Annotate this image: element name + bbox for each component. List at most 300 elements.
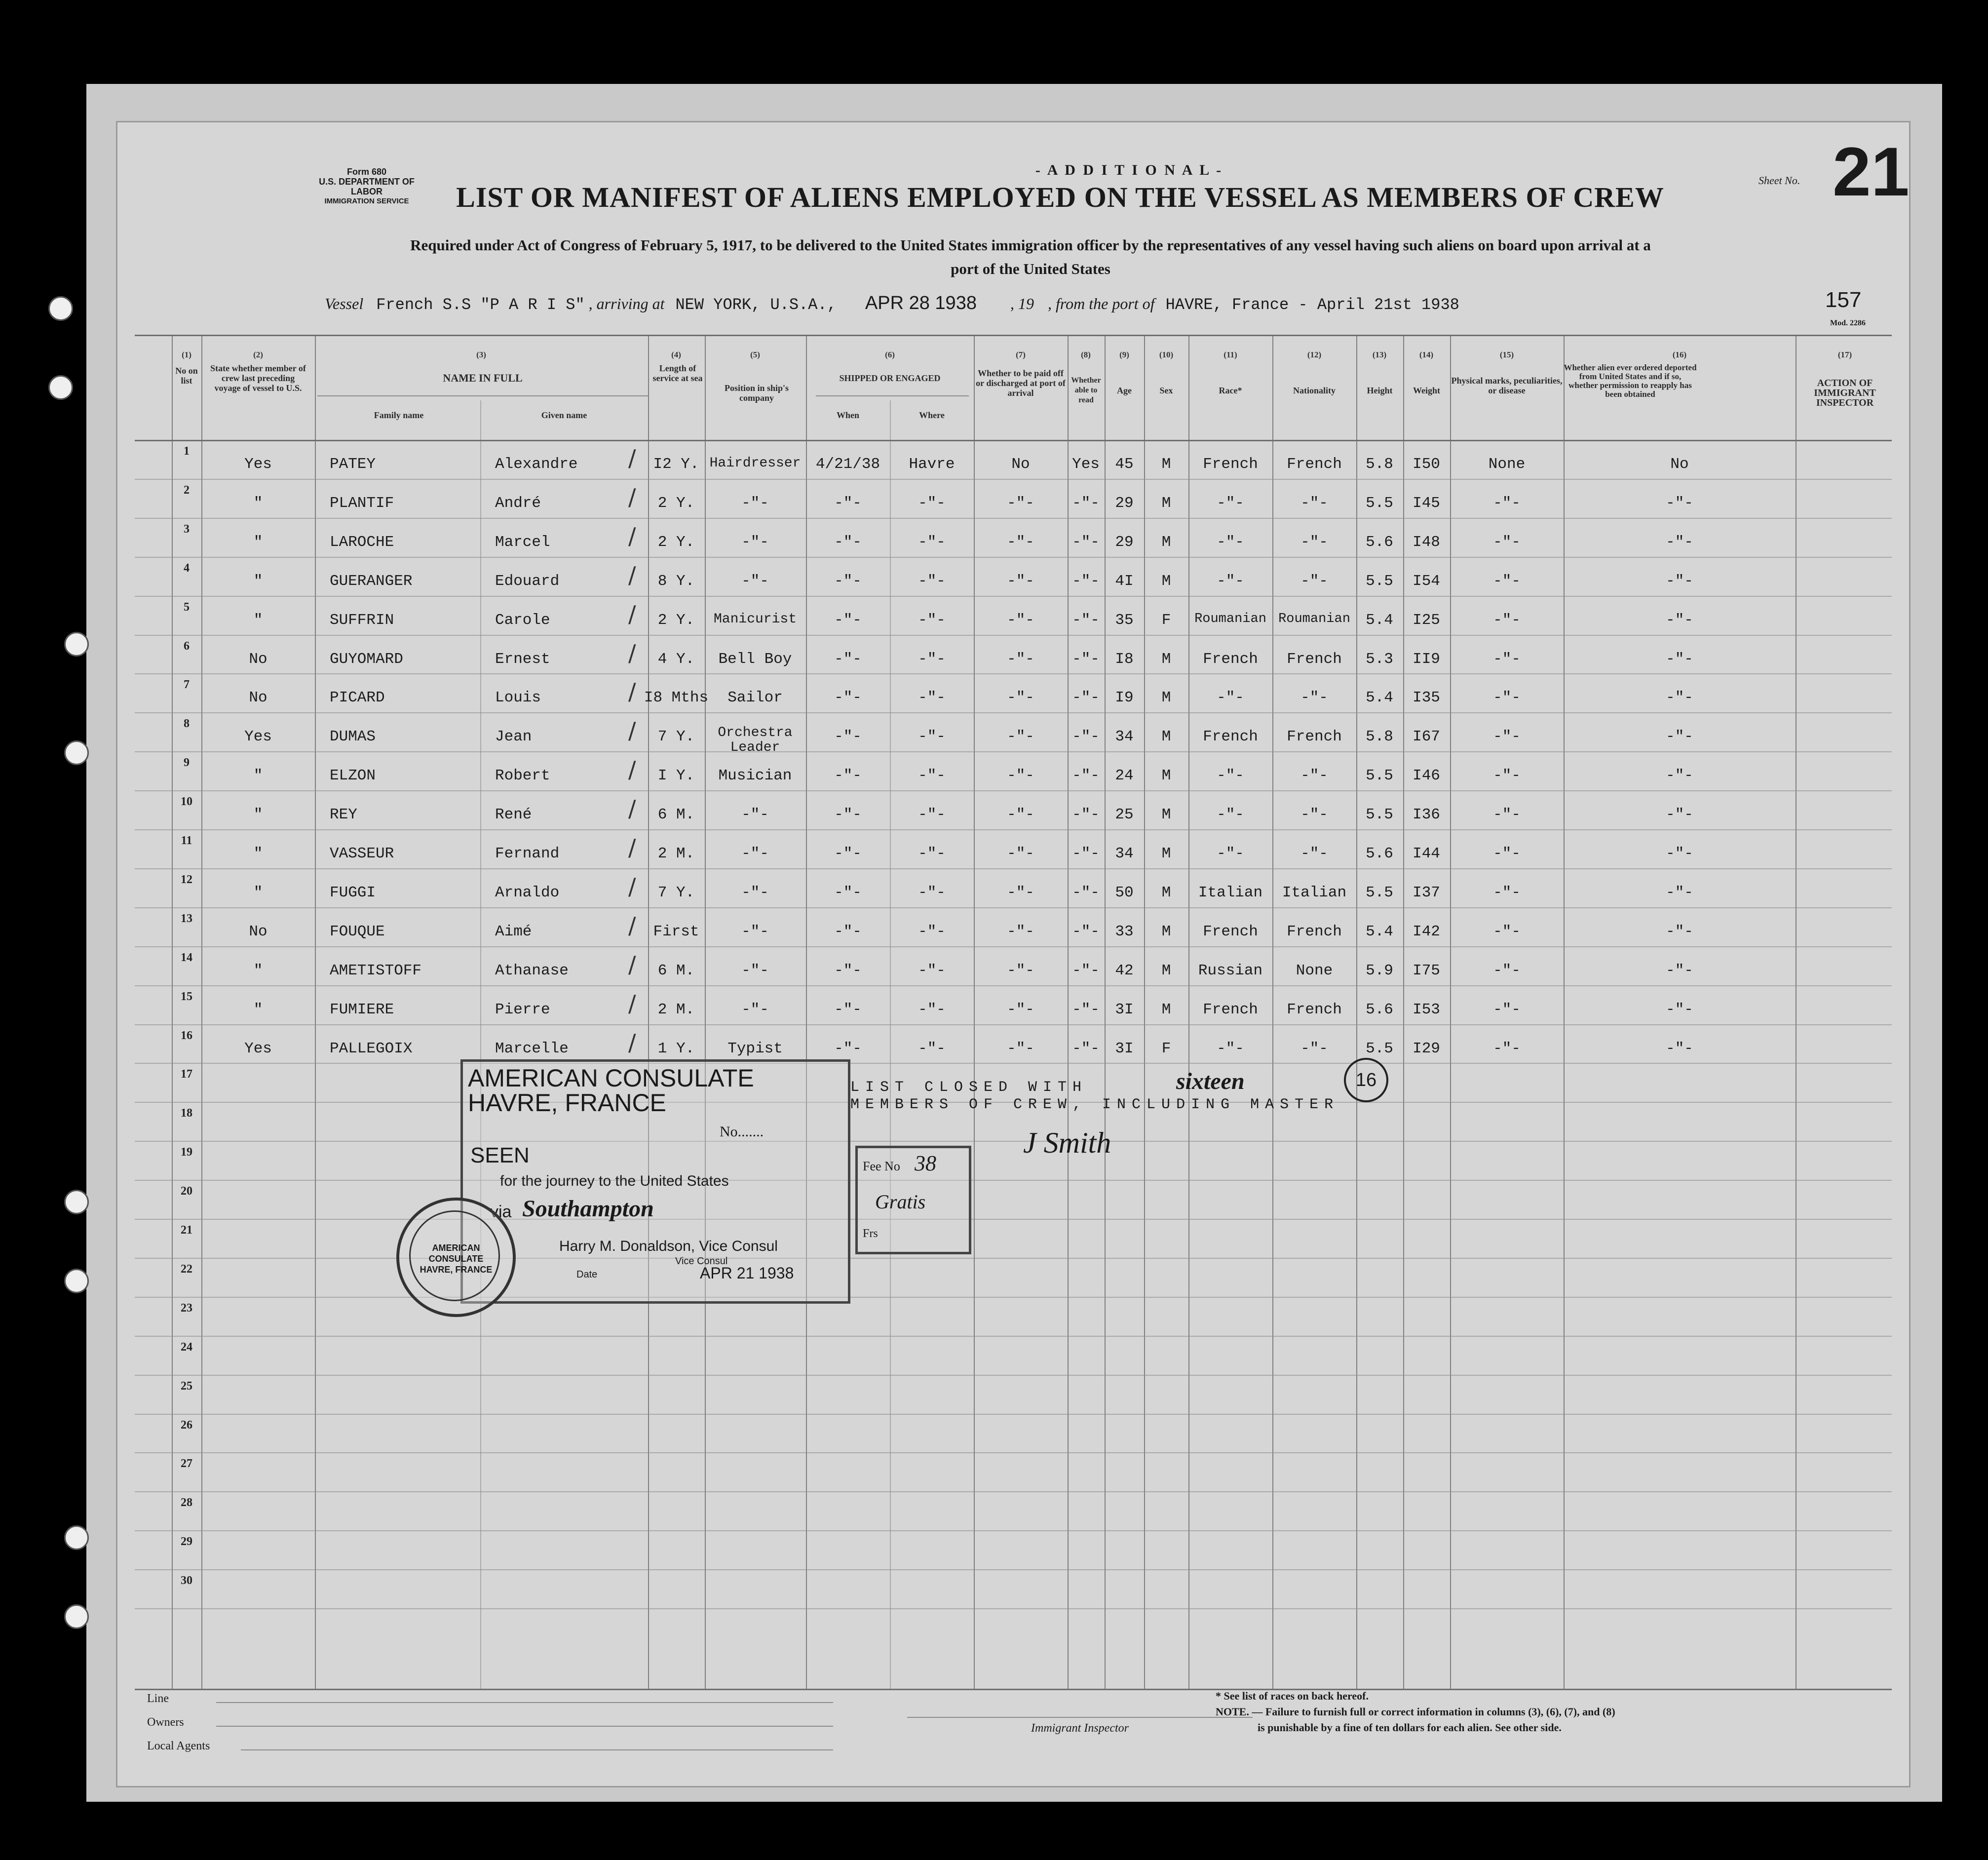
cell-when: -"- (834, 962, 862, 979)
cell-position: Hairdresser (709, 456, 801, 471)
cell-where: -"- (918, 495, 946, 512)
cell-marks: -"- (1493, 495, 1521, 512)
circled-count: 16 (1344, 1058, 1388, 1102)
cell-service: 2 Y. (657, 495, 695, 512)
cell-height: 5.5 (1366, 884, 1393, 901)
column-number: (17) (1837, 350, 1852, 359)
cell-family: ELZON (330, 767, 376, 784)
cell-where: -"- (918, 651, 946, 668)
cell-deported: -"- (1666, 806, 1693, 823)
row-number: 21 (181, 1224, 192, 1237)
cell-deported: -"- (1666, 534, 1693, 551)
check-mark-icon: / (628, 756, 636, 783)
cell-age: 3I (1115, 1001, 1134, 1018)
cell-height: 5.6 (1366, 845, 1393, 862)
cell-marks: -"- (1493, 767, 1521, 784)
check-mark-icon: / (628, 445, 636, 471)
column-number: (10) (1159, 350, 1174, 359)
row-rule (135, 946, 1892, 947)
cell-service: 2 M. (657, 845, 695, 862)
sheet-label: Sheet No. (1759, 174, 1800, 187)
cell-deported: No (1670, 456, 1689, 473)
cell-paid: -"- (1007, 689, 1034, 706)
cell-position: -"- (741, 1001, 769, 1018)
sub-column-rule (480, 400, 481, 1689)
cell-paid: -"- (1007, 845, 1034, 862)
row-number: 22 (181, 1263, 192, 1276)
seen-label: SEEN (470, 1143, 530, 1167)
column-number: (5) (750, 350, 760, 359)
row-number: 11 (181, 834, 192, 847)
cell-paid: No (1011, 456, 1030, 473)
cell-where: -"- (918, 806, 946, 823)
check-mark-icon: / (628, 795, 636, 822)
check-mark-icon: / (628, 601, 636, 627)
footer-owners-rule (216, 1726, 833, 1727)
row-rule (135, 1024, 1892, 1025)
cell-position: -"- (741, 806, 769, 823)
from-port: HAVRE, France - April 21st 1938 (1165, 296, 1459, 314)
cell-deported: -"- (1666, 767, 1693, 784)
cell-paid: -"- (1007, 573, 1034, 590)
cell-sex: M (1161, 806, 1171, 823)
cell-family: PLANTIF (330, 495, 394, 512)
cell-paid: -"- (1007, 534, 1034, 551)
cell-prev: " (253, 767, 263, 784)
check-mark-icon: / (628, 678, 636, 705)
cell-race: French (1203, 923, 1258, 940)
cell-family: FUMIERE (330, 1001, 394, 1018)
row-number: 27 (181, 1457, 192, 1470)
cell-service: 4 Y. (657, 651, 695, 668)
cell-race: Italian (1198, 884, 1263, 901)
cell-prev: Yes (244, 1040, 272, 1057)
row-rule (135, 712, 1892, 713)
row-rule (135, 1569, 1892, 1570)
cell-marks: -"- (1493, 651, 1521, 668)
row-number: 5 (184, 601, 190, 614)
col-17-header: ACTION OF IMMIGRANT INSPECTOR (1814, 378, 1876, 408)
cell-family: AMETISTOFF (330, 962, 422, 979)
members-of-crew-line: MEMBERS OF CREW, INCLUDING MASTER (850, 1096, 1339, 1113)
cell-prev: " (253, 845, 263, 862)
column-number: (16) (1672, 350, 1687, 359)
sheet-number: 21 (1833, 133, 1910, 210)
binder-hole (64, 632, 89, 657)
row-rule (135, 518, 1892, 519)
row-number: 7 (184, 678, 190, 691)
cell-given: Edouard (495, 573, 560, 590)
cell-given: Robert (495, 767, 550, 784)
check-mark-icon: / (628, 990, 636, 1017)
cell-family: FUGGI (330, 884, 376, 901)
cell-where: -"- (918, 573, 946, 590)
cell-given: Marcelle (495, 1040, 569, 1057)
cell-prev: " (253, 495, 263, 512)
cell-service: 6 M. (657, 962, 695, 979)
cell-given: Alexandre (495, 456, 578, 473)
vessel-label: Vessel (325, 295, 364, 312)
manifest-table (135, 335, 1892, 1690)
cell-height: 5.9 (1366, 962, 1393, 979)
col-11-header: Race* (1219, 386, 1242, 395)
note-line-2: is punishable by a fine of ten dollars for each alien. See other side. (1258, 1721, 1562, 1734)
cell-height: 5.5 (1366, 806, 1393, 823)
column-rule (172, 336, 173, 1689)
cell-nat: Italian (1282, 884, 1347, 901)
row-rule (135, 1491, 1892, 1492)
cell-where: -"- (918, 534, 946, 551)
cell-marks: -"- (1493, 923, 1521, 940)
page-reference: 157 (1825, 288, 1862, 312)
cell-read: -"- (1072, 651, 1100, 668)
cell-height: 5.5 (1366, 495, 1393, 512)
row-number: 25 (181, 1380, 192, 1393)
check-mark-icon: / (628, 951, 636, 978)
row-rule (135, 673, 1892, 674)
cell-race: French (1203, 728, 1258, 745)
cell-deported: -"- (1666, 495, 1693, 512)
column-number: (12) (1307, 350, 1322, 359)
cell-read: -"- (1072, 573, 1100, 590)
row-number: 2 (184, 484, 190, 497)
col-10-header: Sex (1159, 386, 1173, 395)
cell-where: -"- (918, 1001, 946, 1018)
cell-service: First (653, 923, 699, 940)
row-number: 30 (181, 1574, 192, 1587)
cell-race: -"- (1217, 845, 1244, 862)
cell-paid: -"- (1007, 495, 1034, 512)
row-number: 3 (184, 523, 190, 536)
check-mark-icon: / (628, 562, 636, 588)
cell-weight: I67 (1413, 728, 1440, 745)
row-rule (135, 985, 1892, 986)
cell-marks: -"- (1493, 884, 1521, 901)
cell-race: -"- (1217, 495, 1244, 512)
col-14-header: Weight (1413, 386, 1440, 395)
cell-where: -"- (918, 1040, 946, 1057)
cell-sex: M (1161, 456, 1171, 473)
cell-sex: F (1161, 1040, 1171, 1057)
cell-when: -"- (834, 728, 862, 745)
cell-weight: I29 (1413, 1040, 1440, 1057)
binder-hole (48, 375, 73, 400)
row-rule (135, 1180, 1892, 1181)
cell-height: 5.8 (1366, 456, 1393, 473)
mod-number: Mod. 2286 (1830, 319, 1866, 327)
footer-line-rule (216, 1702, 833, 1703)
cell-position: Musician (718, 767, 792, 784)
cell-read: -"- (1072, 806, 1100, 823)
cell-service: 2 Y. (657, 534, 695, 551)
cell-given: Louis (495, 689, 541, 706)
cell-prev: No (249, 923, 268, 940)
given-name-header: Given name (541, 410, 587, 420)
row-rule (135, 1375, 1892, 1376)
row-number: 16 (181, 1029, 192, 1042)
cell-family: GUERANGER (330, 573, 413, 590)
cell-weight: I44 (1413, 845, 1440, 862)
check-mark-icon: / (628, 523, 636, 549)
cell-age: 24 (1115, 767, 1134, 784)
row-rule (135, 1336, 1892, 1337)
cell-paid: -"- (1007, 1040, 1034, 1057)
check-mark-icon: / (628, 640, 636, 666)
cell-read: Yes (1072, 456, 1100, 473)
cell-family: FOUQUE (330, 923, 385, 940)
cell-marks: -"- (1493, 728, 1521, 745)
cell-paid: -"- (1007, 612, 1034, 629)
fee-stamp (855, 1146, 971, 1254)
cell-weight: I42 (1413, 923, 1440, 940)
cell-where: -"- (918, 962, 946, 979)
binder-hole (64, 1525, 89, 1550)
cell-read: -"- (1072, 1001, 1100, 1018)
cell-where: -"- (918, 689, 946, 706)
row-rule (135, 751, 1892, 752)
row-rule (135, 1297, 1892, 1298)
date-label: Date (576, 1269, 598, 1280)
column-number: (14) (1419, 350, 1434, 359)
row-rule (135, 907, 1892, 908)
cell-sex: M (1161, 651, 1171, 668)
stamp-number: No....... (720, 1124, 764, 1140)
cell-weight: I46 (1413, 767, 1440, 784)
cell-when: -"- (834, 923, 862, 940)
row-rule (135, 1530, 1892, 1531)
check-mark-icon: / (628, 834, 636, 861)
cell-where: -"- (918, 923, 946, 940)
row-number: 28 (181, 1496, 192, 1509)
cell-paid: -"- (1007, 1001, 1034, 1018)
cell-where: Havre (909, 456, 955, 473)
cell-marks: -"- (1493, 689, 1521, 706)
cell-weight: I75 (1413, 962, 1440, 979)
cell-marks: -"- (1493, 1001, 1521, 1018)
cell-when: -"- (834, 534, 862, 551)
fee-handwritten: Gratis (875, 1191, 926, 1213)
cell-when: -"- (834, 845, 862, 862)
cell-nat: -"- (1300, 1040, 1328, 1057)
row-number: 24 (181, 1341, 192, 1354)
row-rule (135, 1141, 1892, 1142)
note-races: * See list of races on back hereof. (1216, 1690, 1369, 1702)
cell-nat: -"- (1300, 806, 1328, 823)
cell-where: -"- (918, 612, 946, 629)
subtitle-line-1: Required under Act of Congress of February 5, 1917, to be delivered to the United States immigration officer by the representatives of any vessel having such aliens on board upon arrival at a (410, 236, 1651, 254)
check-mark-icon: / (628, 912, 636, 939)
cell-service: 6 M. (657, 806, 695, 823)
cell-position: Sailor (727, 689, 783, 706)
cell-marks: None (1488, 456, 1526, 473)
cell-height: 5.5 (1366, 767, 1393, 784)
row-rule (135, 790, 1892, 791)
cell-marks: -"- (1493, 612, 1521, 629)
consulate-stamp (460, 1059, 850, 1304)
cell-sex: M (1161, 728, 1171, 745)
cell-height: 5.4 (1366, 689, 1393, 706)
row-number: 13 (181, 912, 192, 925)
col-3-header: NAME IN FULL (443, 372, 523, 384)
cell-when: -"- (834, 612, 862, 629)
cell-where: -"- (918, 728, 946, 745)
cell-nat: None (1296, 962, 1333, 979)
shipped-divider (816, 395, 969, 396)
cell-family: VASSEUR (330, 845, 394, 862)
cell-weight: I25 (1413, 612, 1440, 629)
cell-prev: " (253, 884, 263, 901)
cell-paid: -"- (1007, 884, 1034, 901)
cell-height: 5.3 (1366, 651, 1393, 668)
subtitle-line-2: port of the United States (951, 260, 1110, 277)
binder-hole (64, 1190, 89, 1214)
cell-position: Manicurist (713, 612, 797, 627)
cell-sex: M (1161, 534, 1171, 551)
cell-nat: French (1287, 1001, 1342, 1018)
cell-age: 34 (1115, 845, 1134, 862)
cell-position: -"- (741, 845, 769, 862)
cell-when: -"- (834, 806, 862, 823)
cell-sex: M (1161, 767, 1171, 784)
cell-given: René (495, 806, 532, 823)
col-2-header: State whether member of crew last preceding voyage of vessel to U.S. (210, 363, 306, 393)
column-number: (2) (253, 350, 263, 359)
row-number: 23 (181, 1302, 192, 1315)
cell-given: Pierre (495, 1001, 550, 1018)
cell-sex: M (1161, 884, 1171, 901)
row-number: 6 (184, 640, 190, 653)
cell-paid: -"- (1007, 651, 1034, 668)
form-number: Form 680 (346, 167, 387, 177)
cell-sex: M (1161, 689, 1171, 706)
column-number: (4) (671, 350, 681, 359)
cell-given: Fernand (495, 845, 560, 862)
row-number: 10 (181, 795, 192, 808)
arriving-label: , arriving at (588, 295, 665, 312)
cell-race: Roumanian (1194, 612, 1266, 626)
column-number: (8) (1081, 350, 1091, 359)
cell-when: -"- (834, 767, 862, 784)
column-number: (6) (885, 350, 895, 359)
cell-service: I Y. (657, 767, 695, 784)
row-rule (135, 1608, 1892, 1609)
cell-age: I8 (1115, 651, 1134, 668)
cell-family: REY (330, 806, 357, 823)
cell-nat: -"- (1300, 495, 1328, 512)
cell-height: 5.8 (1366, 728, 1393, 745)
cell-race: -"- (1217, 573, 1244, 590)
col-6-header: SHIPPED OR ENGAGED (839, 373, 941, 383)
cell-nat: -"- (1300, 534, 1328, 551)
cell-position: Bell Boy (718, 651, 792, 668)
column-number: (9) (1119, 350, 1129, 359)
cell-paid: -"- (1007, 728, 1034, 745)
cell-given: Carole (495, 612, 550, 629)
column-number: (11) (1223, 350, 1237, 359)
consulate-seal (396, 1198, 516, 1317)
column-rule (1796, 336, 1797, 1689)
name-divider (317, 395, 648, 396)
form-subtitle (191, 233, 1870, 281)
where-header: Where (919, 410, 945, 420)
cell-age: 35 (1115, 612, 1134, 629)
cell-when: -"- (834, 495, 862, 512)
cell-age: I9 (1115, 689, 1134, 706)
via-label: via (490, 1202, 512, 1221)
cell-family: PICARD (330, 689, 385, 706)
cell-family: LAROCHE (330, 534, 394, 551)
inspector-signature-rule (907, 1717, 1253, 1718)
arrival-date-stamp: APR 28 1938 (865, 293, 977, 313)
cell-read: -"- (1072, 962, 1100, 979)
col-13-header: Height (1367, 386, 1393, 395)
cell-weight: I54 (1413, 573, 1440, 590)
cell-deported: -"- (1666, 1040, 1693, 1057)
cell-deported: -"- (1666, 612, 1693, 629)
cell-given: Arnaldo (495, 884, 560, 901)
cell-when: -"- (834, 689, 862, 706)
inspector-label: Immigrant Inspector (1031, 1722, 1129, 1735)
cell-when: -"- (834, 1040, 862, 1057)
cell-age: 45 (1115, 456, 1134, 473)
cell-race: -"- (1217, 534, 1244, 551)
row-rule (135, 635, 1892, 636)
row-number: 29 (181, 1535, 192, 1548)
cell-deported: -"- (1666, 1001, 1693, 1018)
cell-age: 4I (1115, 573, 1134, 590)
manifest-form (116, 121, 1911, 1787)
cell-deported: -"- (1666, 845, 1693, 862)
row-rule (135, 868, 1892, 869)
cell-read: -"- (1072, 923, 1100, 940)
cell-nat: French (1287, 456, 1342, 473)
cell-age: 50 (1115, 884, 1134, 901)
note-line-1: NOTE. — Failure to furnish full or correct information in columns (3), (6), (7), and (8) (1216, 1705, 1615, 1718)
department-name: U.S. DEPARTMENT OF LABOR (319, 177, 415, 196)
cell-service: 2 Y. (657, 612, 695, 629)
row-number: 20 (181, 1185, 192, 1198)
cell-height: 5.6 (1366, 534, 1393, 551)
cell-nat: -"- (1300, 767, 1328, 784)
col-16-header: Whether alien ever ordered deported from United States and if so, whether permission to reapply has been obtained (1564, 363, 1697, 399)
cell-age: 25 (1115, 806, 1134, 823)
cell-prev: No (249, 651, 268, 668)
cell-read: -"- (1072, 534, 1100, 551)
cell-deported: -"- (1666, 573, 1693, 590)
via-handwritten: Southampton (522, 1196, 654, 1222)
cell-weight: I45 (1413, 495, 1440, 512)
row-number: 26 (181, 1419, 192, 1432)
cell-when: -"- (834, 573, 862, 590)
cell-read: -"- (1072, 1040, 1100, 1057)
cell-read: -"- (1072, 728, 1100, 745)
when-header: When (836, 410, 859, 420)
cell-prev: " (253, 806, 263, 823)
check-mark-icon: / (628, 717, 636, 744)
cell-height: 5.4 (1366, 923, 1393, 940)
cell-race: French (1203, 456, 1258, 473)
binder-hole (64, 1604, 89, 1629)
cell-position: Orchestra Leader (718, 725, 793, 755)
cell-given: Marcel (495, 534, 550, 551)
column-number: (1) (182, 350, 191, 359)
cell-height: 5.6 (1366, 1001, 1393, 1018)
row-number: 9 (184, 756, 190, 769)
cell-sex: M (1161, 573, 1171, 590)
row-rule (135, 829, 1892, 830)
year-label: , 19 (1010, 295, 1034, 312)
cell-family: GUYOMARD (330, 651, 403, 668)
